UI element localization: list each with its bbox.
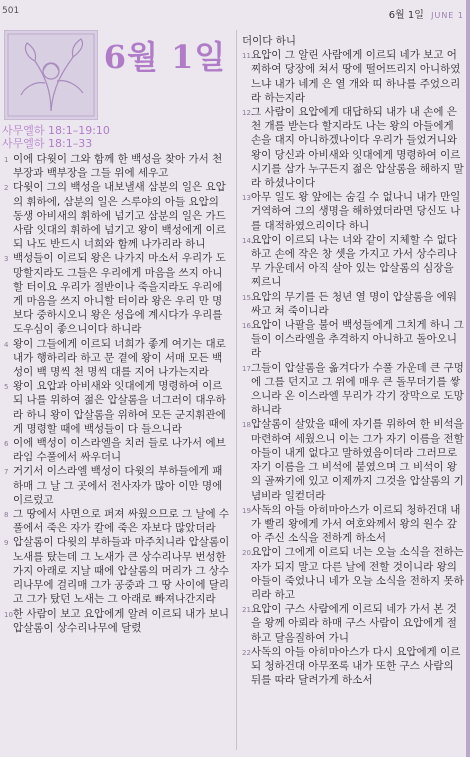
- page-title: 6월 1일: [103, 38, 227, 76]
- running-header-english: JUNE 1: [431, 11, 464, 20]
- verse: [242, 233, 464, 290]
- verse-text: 사독의 아들 아히마아스가 다시 요압에게 이르되 청하건대 아무쪼록 내가 또한 구스 사람의 뒤를 따라 달려가게 하소서: [251, 645, 461, 687]
- ornamental-illustration: [4, 30, 98, 120]
- verse-text: 아무 일도 왕 앞에는 숨길 수 없나니 내가 만일 거역하여 그의 생명을 해하였더라면 당신도 나를 대적하였으리이다 하니: [251, 191, 461, 232]
- verse-text: 요압의 무기를 든 청년 열 명이 압살롬을 에워싸고 쳐 죽이니라: [251, 290, 457, 317]
- flower-ornament-icon: [5, 31, 97, 119]
- verse-number: 9: [4, 539, 9, 548]
- verse-text: 요압이 구스 사람에게 이르되 네가 가서 본 것을 왕께 아뢰라 하매 구스 사람이 요압에게 절하고 달음질하여 가니: [251, 603, 457, 644]
- running-header-date: 6월 1일: [388, 10, 424, 21]
- verse-number: 7: [4, 468, 9, 477]
- verse: [242, 361, 464, 418]
- verse-text: 사독의 아들 아히마아스가 이르되 청하건대 내가 빨리 왕에게 가서 여호와께서 왕의 원수 갚아 주신 소식을 전하게 하소서: [251, 503, 461, 545]
- verse-number: 12: [242, 109, 251, 118]
- verse: [4, 436, 232, 464]
- verse-text: 그 사람이 요압에게 대답하되 내가 내 손에 은 천 개를 받는다 할지라도 나는 왕의 아들에게 손을 대지 아니하겠나이다 우리가 들었거니와 왕이 당신과 아비새와 잇대에게 명령하여 이르시기를 삼가 누구든지 젊은 압살롬을 해하지 말라 하셨나이다: [251, 106, 464, 190]
- verse: [242, 645, 464, 688]
- verse-text: 왕이 요압과 아비새와 잇대에게 명령하여 이르되 나를 위하여 젊은 압살롬을 너그러이 대우하라 하니 왕이 압살롬을 위하여 모든 군지휘관에게 명령할 때에 백성들이 다 들으니라: [13, 380, 226, 435]
- verse: [4, 180, 232, 251]
- verse-number: 1: [4, 156, 9, 164]
- verse: [4, 607, 232, 635]
- verse: [242, 48, 464, 105]
- page-edge-tab: [466, 0, 470, 757]
- verse: [242, 290, 464, 318]
- scripture-readings: [2, 124, 110, 150]
- verse-continuation: 더이다 하니: [242, 35, 297, 47]
- verse: [242, 503, 464, 546]
- verse: [4, 152, 232, 180]
- verse: [4, 251, 232, 336]
- verse-number: 15: [242, 293, 251, 302]
- right-column: [242, 34, 464, 687]
- verse: [4, 379, 232, 436]
- verse-number: 10: [4, 610, 13, 619]
- verse: [242, 545, 464, 602]
- verse-number: 22: [242, 648, 251, 657]
- verse: [242, 602, 464, 645]
- verse-number: 11: [242, 52, 251, 61]
- verse-number: 6: [4, 440, 9, 449]
- verse-text: 왕이 그들에게 이르되 너희가 좋게 여기는 대로 내가 행하리라 하고 문 곁에 왕이 서매 모든 백성이 백 명씩 천 명씩 대를 지어 나가는지라: [13, 337, 226, 379]
- verse-text: 압살롬이 살았을 때에 자기를 위하여 한 비석을 마련하여 세웠으니 이는 그가 자기 이름을 전할 아들이 내게 없다고 말하였음이더라 그러므로 자기 이름을 그 비석에 붙였으며 그 비석이 왕의 골짜기에 있고 이제까지 그것을 압살롬의 기념비라 일컫더라: [251, 418, 464, 502]
- verse: [242, 190, 464, 233]
- reading-reference: 사무엘하 18:1–19:10: [2, 124, 110, 137]
- verse-number: 19: [242, 506, 251, 515]
- verse-text: 요압이 이르되 나는 너와 같이 지체할 수 없다 하고 손에 작은 창 셋을 가지고 가서 상수리나무 가운데서 아직 살아 있는 압살롬의 심장을 찌르니: [251, 233, 457, 289]
- verse-number: 16: [242, 322, 251, 331]
- verse-text: 요압이 그 알린 사람에게 이르되 네가 보고 어찌하여 당장에 쳐서 땅에 떨어뜨리지 아니하였느냐 내가 네게 은 열 개와 띠 하나를 주었으리라 하는지라: [251, 49, 461, 104]
- reading-reference: 사무엘하 18:1–33: [2, 137, 93, 150]
- verse: [4, 337, 232, 380]
- running-header: [389, 6, 464, 21]
- verse-text: 요압이 그에게 이르되 너는 오늘 소식을 전하는 자가 되지 말고 다른 날에 전할 것이니라 왕의 아들이 죽었나니 네가 오늘 소식을 전하지 못하리라 하고: [251, 546, 464, 601]
- left-column: [4, 152, 232, 635]
- verse-number: 13: [242, 194, 251, 203]
- verse: [242, 105, 464, 190]
- verse-text: 백성들이 이르되 왕은 나가지 마소서 우리가 도망할지라도 그들은 우리에게 마음을 쓰지 아니할 터이요 우리가 절반이나 죽을지라도 우리에게 마음을 쓰지 아니할 터이라 왕은 우리 만 명보다 중하시오니 왕은 성읍에 계시다가 우리를 도우심이 좋으니이다 하니라: [13, 252, 226, 336]
- verse-text: 거기서 이스라엘 백성이 다윗의 부하들에게 패하매 그 날 그 곳에서 전사자가 많아 이만 명에 이르렀고: [13, 465, 223, 506]
- verse: [4, 464, 232, 507]
- column-divider: [236, 30, 237, 750]
- verse-text: 이에 백성이 이스라엘을 치러 들로 나가서 에브라임 수풀에서 싸우더니: [13, 437, 226, 464]
- verse-number: 8: [4, 511, 9, 520]
- verse-text: 한 사람이 보고 요압에게 알려 이르되 내가 보니 압살롬이 상수리나무에 달렸: [13, 607, 230, 634]
- page-number: 501: [2, 6, 20, 16]
- verse-text: 요압이 나팔을 불어 백성들에게 그치게 하니 그들이 이스라엘을 추격하지 아니하고 돌아오니라: [251, 319, 464, 360]
- verse-number: 17: [242, 364, 251, 373]
- verse-text: 그 땅에서 사면으로 퍼져 싸웠으므로 그 날에 수풀에서 죽은 자가 칼에 죽은 자보다 많았더라: [13, 508, 230, 535]
- verse-number: 2: [4, 184, 9, 193]
- verse: [242, 417, 464, 502]
- verse-number: 5: [4, 383, 9, 392]
- verse-number: 21: [242, 606, 251, 615]
- verse-number: 20: [242, 549, 251, 558]
- verse: [242, 318, 464, 361]
- verse-number: 3: [4, 255, 9, 264]
- verse-text: 그들이 압살롬을 옮겨다가 수풀 가운데 큰 구멍에 그를 던지고 그 위에 매우 큰 돌무더기를 쌓으니라 온 이스라엘 무리가 각기 장막으로 도망하니라: [251, 361, 464, 417]
- verse: [4, 507, 232, 535]
- verse-number: 18: [242, 421, 251, 430]
- verse-text: 이에 다윗이 그와 함께 한 백성을 찾아 가서 천부장과 백부장을 그들 위에 세우고: [13, 153, 223, 180]
- verse: [4, 535, 232, 606]
- verse-number: 4: [4, 340, 9, 349]
- verse-number: 14: [242, 236, 251, 245]
- verse-text: 다윗이 그의 백성을 내보낼새 삼분의 일은 요압의 휘하에, 삼분의 일은 스루야의 아들 요압의 동생 아비새의 휘하에 넘기고 삼분의 일은 가드 사람 잇대의 휘하에 넘기고 왕이 백성에게 이르되 나도 반드시 너희와 함께 나가리라 하니: [13, 181, 226, 251]
- verse-text: 압살롬이 다윗의 부하들과 마주치니라 압살롬이 노새를 탔는데 그 노새가 큰 상수리나무 번성한 가지 아래로 지날 때에 압살롬의 머리가 그 상수리나무에 걸리매 그가 공중과 그 땅 사이에 달리고 그가 탔던 노새는 그 아래로 빠져나간지라: [13, 536, 230, 606]
